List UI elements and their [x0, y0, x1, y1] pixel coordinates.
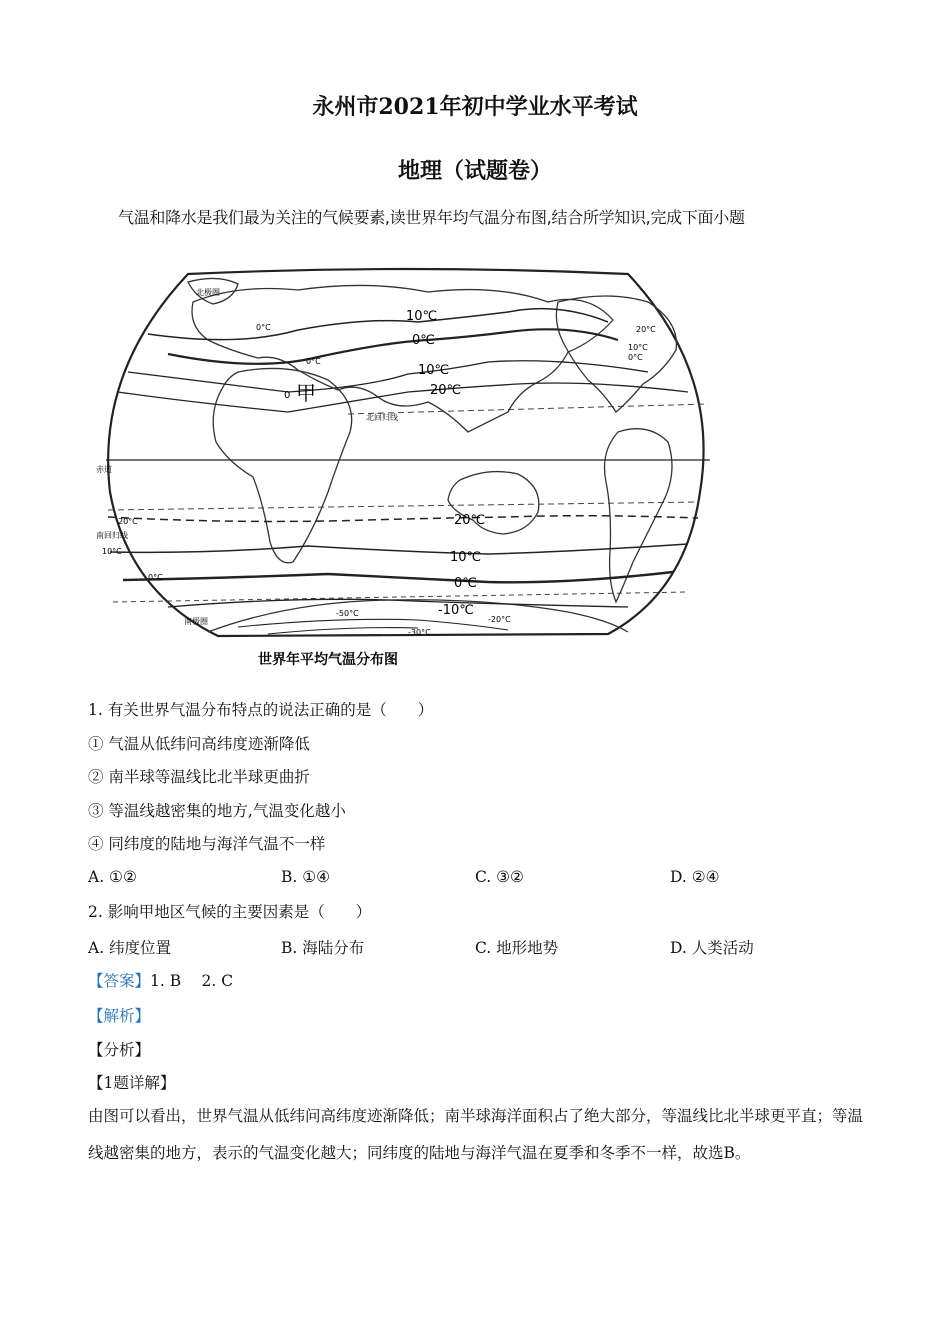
q1-option-d: D. ②④ — [670, 868, 720, 886]
intro-text: 气温和降水是我们最为关注的气候要素,读世界年均气温分布图,结合所学知识,完成下面小题 — [118, 208, 745, 227]
detail-text: 由图可以看出，世界气温从低纬问高纬度迹渐降低；南半球海洋面积占了绝大部分，等温线比北半球更平直；等温线越密集的地方，表示的气温变化越大；同纬度的陆地与海洋气温在夏季和冬季不一样，故选B。 — [88, 1107, 864, 1162]
small-isotherm-label: -20°C — [488, 615, 511, 624]
isotherm-label: 20℃ — [454, 513, 486, 528]
q1-item: ② 南半球等温线比北半球更曲折 — [88, 768, 310, 786]
tropic-capricorn-label: 南回归线 — [96, 531, 128, 540]
small-isotherm-label: 10°C — [102, 547, 122, 556]
isotherm-label: 0℃ — [412, 333, 435, 348]
q2-stem: 2. 影响甲地区气候的主要因素是（ ） — [88, 903, 372, 921]
q1-option-b: B. ①④ — [281, 868, 331, 886]
page-title: 永州市2021年初中学业水平考试 — [312, 94, 638, 120]
small-isotherm-label: -50°C — [336, 609, 359, 618]
world-temperature-map — [88, 262, 728, 674]
isotherm-label: 0℃ — [454, 576, 477, 591]
isotherm-label: 10℃ — [406, 309, 438, 324]
small-isotherm-label: 10°C — [628, 343, 648, 352]
q1-item: ① 气温从低纬问高纬度迹渐降低 — [88, 735, 310, 753]
isotherm-label: 10℃ — [450, 550, 482, 565]
map-caption: 世界年平均气温分布图 — [258, 652, 398, 668]
q1-stem: 1. 有关世界气温分布特点的说法正确的是（ ） — [88, 701, 434, 719]
q1-item: ③ 等温线越密集的地方,气温变化越小 — [88, 802, 346, 820]
q2-option-c: C. 地形地势 — [475, 939, 559, 957]
q2-option-d: D. 人类活动 — [670, 939, 754, 957]
answer-text: 1. B 2. C — [150, 972, 234, 990]
detail-tag: 【1题详解】 — [88, 1074, 176, 1092]
small-isotherm-label: 0 — [284, 390, 291, 401]
isotherm-label: 10℃ — [418, 363, 450, 378]
page-subtitle: 地理（试题卷） — [397, 158, 552, 184]
antarctic-circle-label: 南极圈 — [184, 617, 208, 626]
analysis-fen: 【分析】 — [88, 1041, 151, 1059]
small-isotherm-label: -30°C — [408, 628, 431, 637]
small-isotherm-label: 0°C — [628, 353, 643, 362]
small-isotherm-label: 0°C — [148, 573, 163, 582]
answer-row — [88, 971, 233, 991]
arctic-circle-label: 北极圈 — [196, 288, 220, 297]
map-frame — [108, 269, 703, 636]
isotherm-label: -10℃ — [438, 603, 474, 618]
small-isotherm-label: 20°C — [636, 325, 656, 334]
region-jia-label: 甲 — [296, 381, 316, 405]
equator-label: 赤道 — [96, 465, 112, 474]
q2-option-a: A. 纬度位置 — [88, 939, 172, 957]
answer-tag: 【答案】 — [88, 972, 151, 990]
tropic-cancer-label: 北回归线 — [366, 413, 398, 422]
analysis-tag: 【解析】 — [88, 1007, 151, 1025]
small-isotherm-label: 0°C — [306, 357, 321, 366]
q2-option-b: B. 海陆分布 — [281, 939, 365, 957]
small-isotherm-label: 0°C — [256, 323, 271, 332]
q1-item: ④ 同纬度的陆地与海洋气温不一样 — [88, 835, 326, 853]
isotherm-label: 20℃ — [430, 383, 462, 398]
q1-option-a: A. ①② — [88, 868, 137, 886]
q1-option-c: C. ③② — [475, 868, 524, 886]
small-isotherm-label: 20°C — [118, 517, 138, 526]
